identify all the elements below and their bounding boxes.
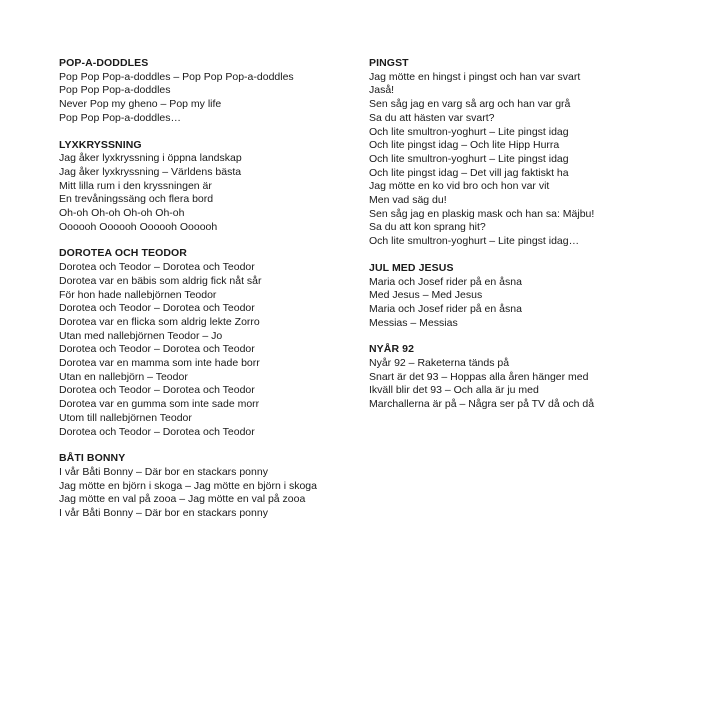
lyric-line: Mitt lilla rum i den kryssningen är <box>59 179 212 192</box>
lyric-line: Never Pop my gheno – Pop my life <box>59 98 222 111</box>
lyric-line: Dorotea och Teodor – Dorotea och Teodor <box>59 343 255 356</box>
lyric-line: Jag åker lyxkryssning – Världens bästa <box>59 165 242 178</box>
lyric-line: Sen såg jag en varg så arg och han var grå <box>369 98 571 111</box>
lyric-line: Dorotea var en gumma som inte sade morr <box>59 398 260 411</box>
song-title: DOROTEA OCH TEODOR <box>59 247 187 260</box>
lyric-line: Med Jesus – Med Jesus <box>369 289 483 302</box>
lyric-line: Nyår 92 – Raketerna tänds på <box>369 357 510 370</box>
lyric-line: Jaså! <box>369 84 395 97</box>
lyric-line: Ikväll blir det 93 – Och alla är ju med <box>369 384 539 397</box>
song-block <box>369 343 669 412</box>
lyric-line: Jag mötte en ko vid bro och hon var vit <box>369 180 550 193</box>
lyric-line: Dorotea var en mamma som inte hade borr <box>59 357 260 370</box>
lyric-line: En trevåningssäng och flera bord <box>59 193 214 206</box>
lyric-line: Dorotea och Teodor – Dorotea och Teodor <box>59 302 255 315</box>
lyric-line: Maria och Josef rider på en åsna <box>369 275 522 288</box>
lyric-line: Pop Pop Pop-a-doddles – Pop Pop Pop-a-doddles <box>59 70 294 83</box>
lyric-line: Men vad säg du! <box>369 194 447 207</box>
lyric-line: Snart är det 93 – Hoppas alla åren hänger med <box>369 370 589 383</box>
lyric-line: Pop Pop Pop-a-doddles… <box>59 111 181 124</box>
lyric-line: Utan med nallebjörnen Teodor – Jo <box>59 329 223 342</box>
lyric-line: Dorotea var en bäbis som aldrig fick nåt sår <box>59 274 262 287</box>
lyric-line: I vår Båti Bonny – Där bor en stackars ponny <box>59 465 268 478</box>
song-block <box>59 452 359 521</box>
lyric-line: Sa du att hästen var svart? <box>369 111 495 124</box>
lyric-line: Sen såg jag en plaskig mask och han sa: Mäjbu! <box>369 207 595 220</box>
song-title: POP-A-DODDLES <box>59 57 149 69</box>
song-block <box>59 139 359 235</box>
lyric-line: För hon hade nallebjörnen Teodor <box>59 288 217 301</box>
lyric-line: Jag mötte en björn i skoga – Jag mötte en björn i skoga <box>59 479 317 492</box>
lyric-line: Marchallerna är på – Några ser på TV då och då <box>369 398 595 411</box>
song-block <box>59 247 359 439</box>
lyric-line: I vår Båti Bonny – Där bor en stackars ponny <box>59 507 268 520</box>
lyric-line: Dorotea var en flicka som aldrig lekte Zorro <box>59 315 260 328</box>
lyric-line: Oh-oh Oh-oh Oh-oh Oh-oh <box>59 207 185 220</box>
left-column <box>59 57 359 534</box>
lyric-line: Utom till nallebjörnen Teodor <box>59 411 192 424</box>
lyric-line: Dorotea och Teodor – Dorotea och Teodor <box>59 261 255 274</box>
lyric-line: Maria och Josef rider på en åsna <box>369 302 522 315</box>
lyric-line: Och lite smultron-yoghurt – Lite pingst idag <box>369 125 569 138</box>
song-title: NYÅR 92 <box>369 343 415 356</box>
song-title: JUL MED JESUS <box>369 261 454 274</box>
lyric-line: Oooooh Oooooh Oooooh Oooooh <box>59 220 218 233</box>
lyric-line: Pop Pop Pop-a-doddles <box>59 84 171 97</box>
right-column <box>369 57 669 425</box>
lyric-line: Och lite pingst idag – Det vill jag faktiskt ha <box>369 166 569 179</box>
lyric-line: Jag mötte en val på zooa – Jag mötte en val på zooa <box>59 493 306 506</box>
lyric-line: Och lite pingst idag – Och lite Hipp Hurra <box>369 139 560 152</box>
song-block <box>369 57 669 249</box>
lyric-line: Sa du att kon sprang hit? <box>369 221 486 234</box>
song-block <box>59 57 359 126</box>
lyric-line: Utan en nallebjörn – Teodor <box>59 370 188 383</box>
lyric-line: Jag mötte en hingst i pingst och han var svart <box>369 70 581 83</box>
lyric-line: Dorotea och Teodor – Dorotea och Teodor <box>59 425 255 438</box>
song-block <box>369 262 669 331</box>
lyric-line: Jag åker lyxkryssning i öppna landskap <box>59 152 242 165</box>
lyric-line: Och lite smultron-yoghurt – Lite pingst idag… <box>369 235 580 248</box>
lyric-line: Och lite smultron-yoghurt – Lite pingst idag <box>369 152 569 165</box>
lyric-line: Dorotea och Teodor – Dorotea och Teodor <box>59 384 255 397</box>
song-title: BÅTI BONNY <box>59 452 126 465</box>
lyric-line: Messias – Messias <box>369 316 458 329</box>
song-title: PINGST <box>369 57 409 69</box>
song-title: LYXKRYSSNING <box>59 138 142 151</box>
